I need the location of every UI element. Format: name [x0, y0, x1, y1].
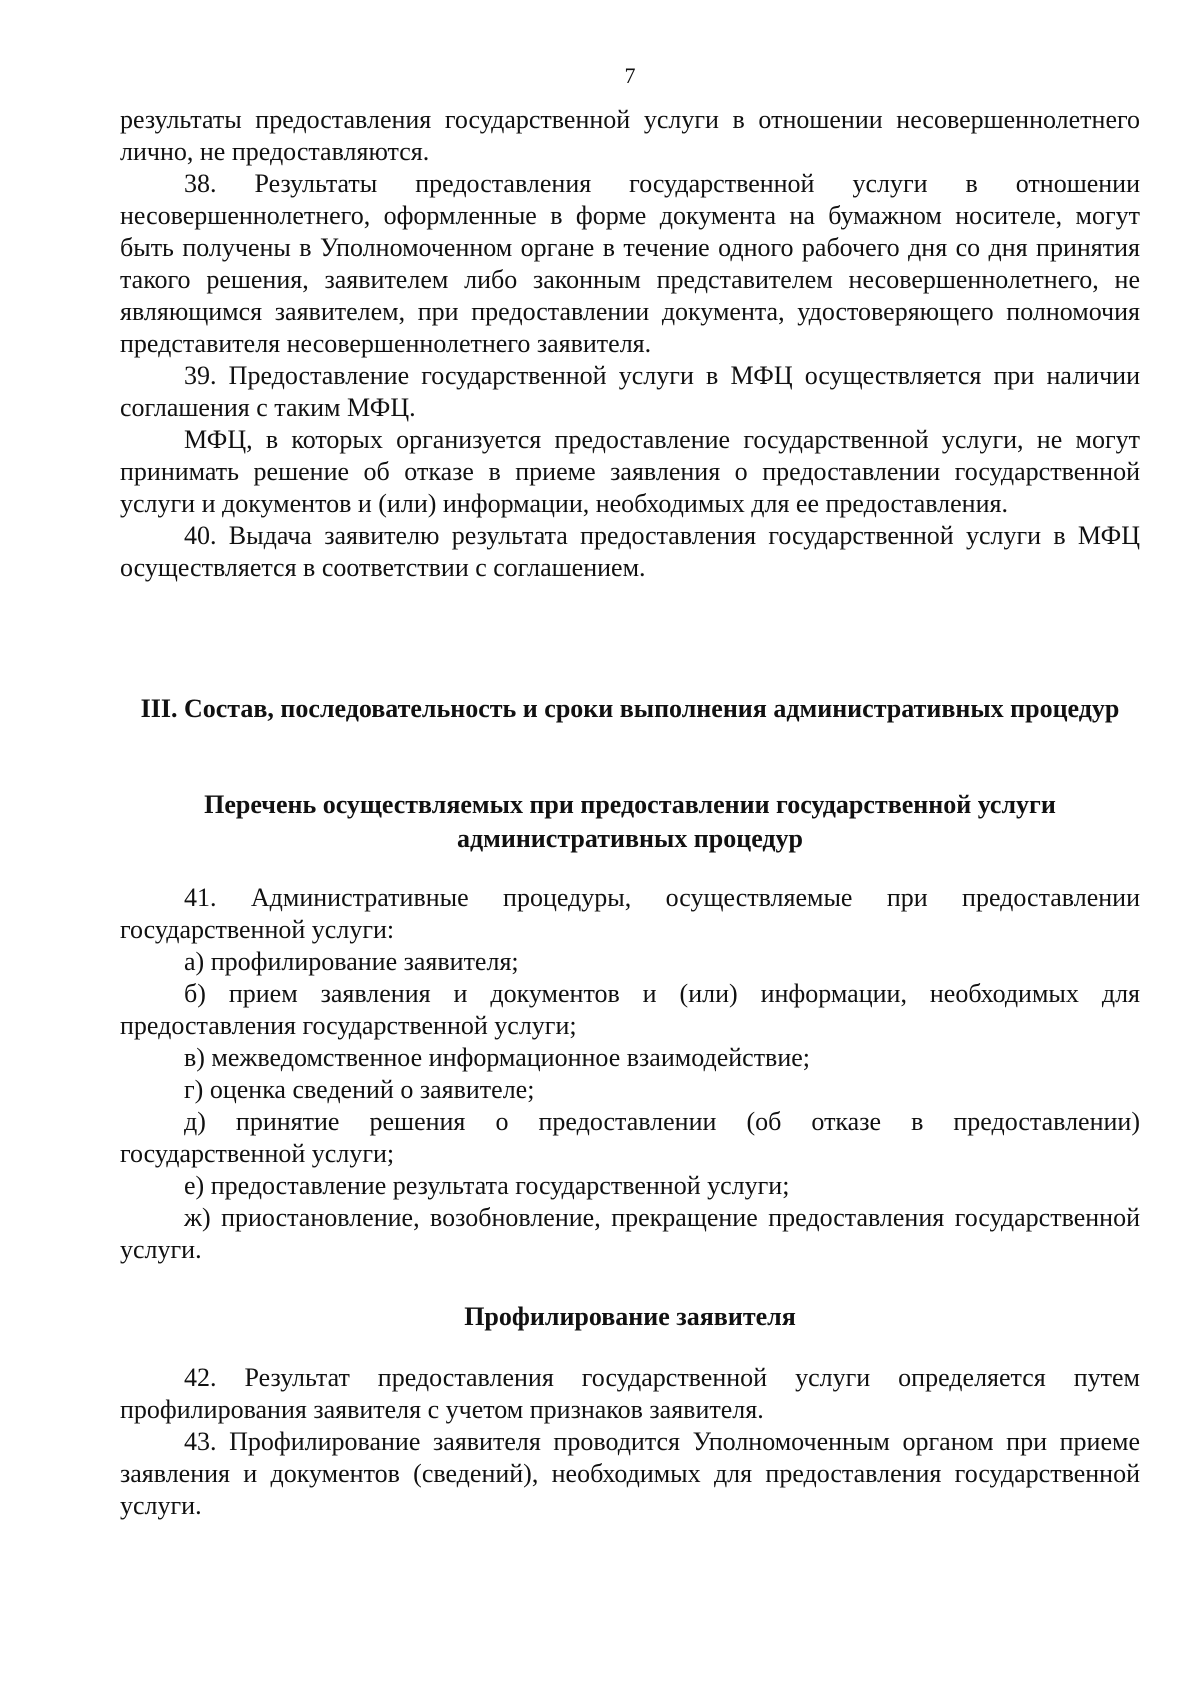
list-item-zh: ж) приостановление, возобновление, прекращение предоставления государственной услуги.	[120, 1203, 1140, 1264]
document-page	[120, 0, 1140, 1696]
list-item-d: д) принятие решения о предоставлении (об отказе в предоставлении) государственной услуги;	[120, 1107, 1140, 1168]
paragraph-43: 43. Профилирование заявителя проводится Уполномоченным органом при приеме заявления и документов (сведений), необходимых для предоставления государственной услуги.	[120, 1427, 1140, 1520]
paragraph-41: 41. Административные процедуры, осуществляемые при предоставлении государственной услуги:	[120, 883, 1140, 944]
paragraph-39-mfc: МФЦ, в которых организуется предоставление государственной услуги, не могут принимать решение об отказе в приеме заявления о предоставлении государственной услуги и документов и (или) информации, необходимых для ее предоставления.	[120, 425, 1140, 518]
paragraph-continuation: результаты предоставления государственной услуги в отношении несовершеннолетнего лично, не предоставляются.	[120, 105, 1140, 166]
section-heading: III. Состав, последовательность и сроки выполнения административных процедур	[140, 694, 1120, 723]
subheading-profiling: Профилирование заявителя	[464, 1302, 796, 1331]
text-block-profiling	[120, 1362, 1140, 1522]
list-item-g: г) оценка сведений о заявителе;	[184, 1075, 535, 1104]
subheading-procedures-list: Перечень осуществляемых при предоставлении государственной услуги административных процедур	[204, 790, 1056, 853]
paragraph-39: 39. Предоставление государственной услуги в МФЦ осуществляется при наличии соглашения с таким МФЦ.	[120, 361, 1140, 422]
list-item-a: а) профилирование заявителя;	[184, 947, 519, 976]
paragraph-38: 38. Результаты предоставления государственной услуги в отношении несовершеннолетнего, оформленные в форме документа на бумажном носителе, могут быть получены в Уполномоченном органе в течение одного рабочего дня со дня принятия такого решения, заявителем либо законным представителем несовершеннолетнего, не являющимся заявителем, при предоставлении документа, удостоверяющего полномочия представителя несовершеннолетнего заявителя.	[120, 169, 1140, 358]
page-number: 7	[624, 63, 636, 88]
list-item-e: е) предоставление результата государственной услуги;	[184, 1171, 790, 1200]
text-block-continuation	[120, 104, 1140, 584]
list-item-v: в) межведомственное информационное взаимодействие;	[184, 1043, 811, 1072]
text-block-procedures	[120, 882, 1140, 1266]
paragraph-40: 40. Выдача заявителю результата предоставления государственной услуги в МФЦ осуществляется в соответствии с соглашением.	[120, 521, 1140, 582]
list-item-b: б) прием заявления и документов и (или) информации, необходимых для предоставления государственной услуги;	[120, 979, 1140, 1040]
paragraph-42: 42. Результат предоставления государственной услуги определяется путем профилирования заявителя с учетом признаков заявителя.	[120, 1363, 1140, 1424]
